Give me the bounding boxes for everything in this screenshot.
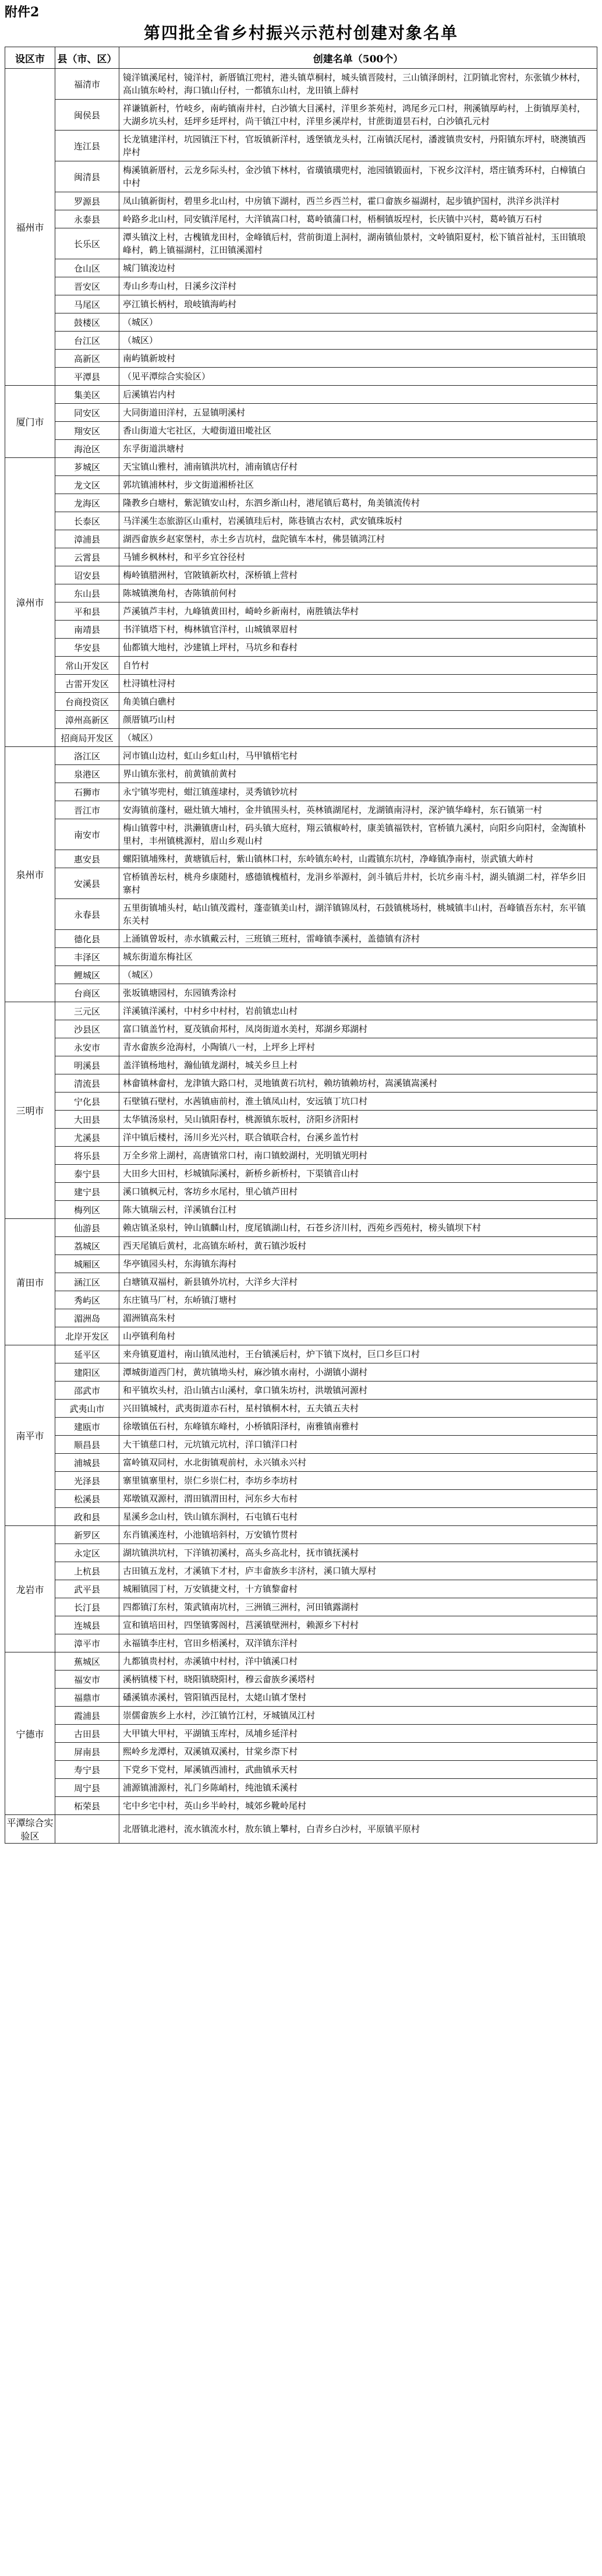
table-row <box>5 1634 597 1652</box>
county-cell: 顺昌县 <box>55 1436 119 1454</box>
county-cell: 荔城区 <box>55 1237 119 1255</box>
villages-cell: 马洋溪生态旅游区山重村，岩溪镇珪后村，陈巷镇古农村，武安镇珠坂村 <box>119 512 597 530</box>
table-row <box>5 801 597 819</box>
county-cell: 永安市 <box>55 1038 119 1056</box>
county-cell: 常山开发区 <box>55 657 119 675</box>
county-cell: 光泽县 <box>55 1472 119 1490</box>
county-cell: 大田县 <box>55 1111 119 1129</box>
villages-cell: 城东街道东梅社区 <box>119 948 597 966</box>
villages-cell: 界山镇东张村，前黄镇前黄村 <box>119 765 597 783</box>
table-body <box>5 69 597 1844</box>
table-row <box>5 386 597 404</box>
county-cell: 涵江区 <box>55 1273 119 1291</box>
table-row <box>5 1815 597 1844</box>
table-row <box>5 1183 597 1201</box>
table-row <box>5 512 597 530</box>
villages-cell: 磻溪镇赤溪村，管阳镇西昆村，太姥山镇才堡村 <box>119 1689 597 1707</box>
county-cell: 清流县 <box>55 1074 119 1093</box>
villages-cell: 湄洲镇高朱村 <box>119 1309 597 1327</box>
county-cell: 沙县区 <box>55 1020 119 1038</box>
header-villages: 创建名单（500个） <box>119 47 597 69</box>
county-cell: 南安市 <box>55 819 119 850</box>
villages-cell: （城区） <box>119 332 597 350</box>
table-row <box>5 1129 597 1147</box>
county-cell: 海沧区 <box>55 440 119 458</box>
table-row <box>5 868 597 899</box>
villages-cell: 熙岭乡龙潭村，双溪镇双溪村，甘棠乡漈下村 <box>119 1743 597 1761</box>
county-cell: 政和县 <box>55 1508 119 1526</box>
villages-cell: 崇儒畲族乡上水村，沙江镇竹江村，牙城镇凤江村 <box>119 1707 597 1725</box>
villages-cell: 富口镇盖竹村，夏茂镇俞邦村，凤岗街道水美村，郑湖乡郑湖村 <box>119 1020 597 1038</box>
county-cell: 明溪县 <box>55 1056 119 1074</box>
table-row <box>5 765 597 783</box>
county-cell: 平和县 <box>55 602 119 621</box>
table-row <box>5 1436 597 1454</box>
villages-cell: 长龙镇建洋村，坑园镇汪下村，官坂镇新洋村，透堡镇龙头村，江南镇沃尾村，潘渡镇贵安村，丹阳镇东坪村，晓澳镇西岸村 <box>119 131 597 161</box>
villages-cell: 角美镇白礁村 <box>119 693 597 711</box>
county-cell: 罗源县 <box>55 192 119 210</box>
county-cell: 南靖县 <box>55 621 119 639</box>
table-row <box>5 1309 597 1327</box>
villages-cell: 陈大镇瑞云村，洋溪镇台江村 <box>119 1201 597 1219</box>
table-row <box>5 210 597 228</box>
table-row <box>5 566 597 584</box>
table-row <box>5 711 597 729</box>
county-cell: 三元区 <box>55 1002 119 1020</box>
table-row <box>5 1598 597 1616</box>
villages-cell: 梅山镇蓉中村，洪濑镇唐山村，码头镇大庭村，翔云镇椒岭村，康美镇福铁村，官桥镇九溪村，向阳乡向阳村，金淘镇朴里村，丰州镇桃源村，眉山乡观山村 <box>119 819 597 850</box>
table-row <box>5 1165 597 1183</box>
county-cell: 寿宁县 <box>55 1761 119 1779</box>
villages-cell: 石壁镇石壁村，水茜镇庙前村，淮土镇凤山村，安远镇丁坑口村 <box>119 1093 597 1111</box>
table-row <box>5 1526 597 1544</box>
villages-cell: 浦源镇浦源村，礼门乡陈峭村，纯池镇禾溪村 <box>119 1779 597 1797</box>
county-cell: 永春县 <box>55 899 119 930</box>
table-row <box>5 332 597 350</box>
table-row <box>5 1363 597 1382</box>
county-cell: 华安县 <box>55 639 119 657</box>
county-cell: 松溪县 <box>55 1490 119 1508</box>
table-row <box>5 1219 597 1237</box>
county-cell: 建阳区 <box>55 1363 119 1382</box>
table-row <box>5 69 597 100</box>
table-row <box>5 1707 597 1725</box>
county-cell: 漳平市 <box>55 1634 119 1652</box>
table-row <box>5 1255 597 1273</box>
table-row <box>5 1580 597 1598</box>
villages-cell: 来舟镇夏道村，南山镇凤池村，王台镇溪后村，炉下镇下岚村，巨口乡巨口村 <box>119 1345 597 1363</box>
villages-cell: 青水畲族乡沧海村，小陶镇八一村，上坪乡上坪村 <box>119 1038 597 1056</box>
villages-cell: 山亭镇利角村 <box>119 1327 597 1345</box>
villages-cell: 华亭镇园头村，东海镇东海村 <box>119 1255 597 1273</box>
villages-cell: 洋中镇后楼村，汤川乡光兴村，联合镇联合村，台溪乡盖竹村 <box>119 1129 597 1147</box>
villages-cell: 溪柄镇楼下村，晓阳镇晓阳村，穆云畲族乡溪塔村 <box>119 1671 597 1689</box>
table-row <box>5 259 597 277</box>
villages-cell: 南屿镇新坡村 <box>119 350 597 368</box>
table-row <box>5 1418 597 1436</box>
villages-cell: 天宝镇山雅村，浦南镇洪坑村，浦南镇店仔村 <box>119 458 597 476</box>
county-cell: 新罗区 <box>55 1526 119 1544</box>
city-cell: 莆田市 <box>5 1219 55 1345</box>
table-row <box>5 1056 597 1074</box>
table-row <box>5 1490 597 1508</box>
county-cell: 武夷山市 <box>55 1400 119 1418</box>
county-cell: 集美区 <box>55 386 119 404</box>
villages-cell: 富岭镇双同村，水北街镇观前村，永兴镇永兴村 <box>119 1454 597 1472</box>
table-row <box>5 530 597 548</box>
villages-cell: 安海镇前蓬村，磁灶镇大埔村，金井镇围头村，英林镇湖尾村，龙湖镇南浔村，深沪镇华峰村，东石镇第一村 <box>119 801 597 819</box>
county-cell: 延平区 <box>55 1345 119 1363</box>
county-cell: 尤溪县 <box>55 1129 119 1147</box>
villages-cell: 凤山镇新街村，碧里乡北山村，中房镇下湖村，西兰乡西兰村，霍口畲族乡福湖村，起步镇护国村，洪洋乡洪洋村 <box>119 192 597 210</box>
villages-cell: 宅中乡宅中村，英山乡半岭村，城郊乡靴岭尾村 <box>119 1797 597 1815</box>
table-row <box>5 984 597 1002</box>
villages-cell: 颜厝镇巧山村 <box>119 711 597 729</box>
table-row <box>5 1544 597 1562</box>
villages-cell: 城厢镇园丁村，万安镇捷文村，十方镇黎畲村 <box>119 1580 597 1598</box>
county-cell: 福清市 <box>55 69 119 100</box>
table-row <box>5 161 597 192</box>
table-row <box>5 277 597 295</box>
table-row <box>5 1797 597 1815</box>
villages-cell: 马铺乡枫林村，和平乡宜谷径村 <box>119 548 597 566</box>
city-cell: 漳州市 <box>5 458 55 747</box>
villages-cell: 古田镇五龙村，才溪镇下才村，庐丰畲族乡丰济村，溪口镇大厚村 <box>119 1562 597 1580</box>
county-cell: 翔安区 <box>55 422 119 440</box>
villages-cell: 大干镇慈口村，元坑镇元坑村，洋口镇洋口村 <box>119 1436 597 1454</box>
county-cell: 武平县 <box>55 1580 119 1598</box>
villages-cell: 东庄镇马厂村，东峤镇汀塘村 <box>119 1291 597 1309</box>
villages-cell: 梅溪镇新厝村，云龙乡际头村，金沙镇下林村，省璜镇璜兜村，池园镇锻面村，下祝乡汶洋村，塔庄镇秀环村，白樟镇白中村 <box>119 161 597 192</box>
table-row <box>5 584 597 602</box>
county-cell: 建瓯市 <box>55 1418 119 1436</box>
county-cell: 漳浦县 <box>55 530 119 548</box>
table-row <box>5 948 597 966</box>
villages-cell: 河市镇山边村，虹山乡虹山村，马甲镇梧宅村 <box>119 747 597 765</box>
villages-cell: 潭头镇汶上村，古槐镇龙田村，金峰镇后村，营前街道上洞村，湖南镇仙景村，文岭镇阳夏村，松下镇首祉村，玉田镇琅峰村，鹤上镇福湖村，江田镇溪湄村 <box>119 228 597 259</box>
table-row <box>5 1111 597 1129</box>
county-cell: 邵武市 <box>55 1382 119 1400</box>
county-cell: 安溪县 <box>55 868 119 899</box>
table-row <box>5 693 597 711</box>
table-row <box>5 1743 597 1761</box>
villages-cell: 白塘镇双福村，新县镇外坑村，大洋乡大洋村 <box>119 1273 597 1291</box>
county-cell: 丰泽区 <box>55 948 119 966</box>
county-cell: 鼓楼区 <box>55 313 119 332</box>
villages-cell: 和平镇坎头村，沿山镇古山溪村，拿口镇朱坊村，洪墩镇河源村 <box>119 1382 597 1400</box>
villages-cell: （城区） <box>119 729 597 747</box>
county-cell: 台商区 <box>55 984 119 1002</box>
county-cell: 高新区 <box>55 350 119 368</box>
county-cell: 马尾区 <box>55 295 119 313</box>
villages-cell: 香山街道大宅社区，大嶝街道田墘社区 <box>119 422 597 440</box>
county-cell: 招商局开发区 <box>55 729 119 747</box>
county-cell: 芗城区 <box>55 458 119 476</box>
county-cell: 将乐县 <box>55 1147 119 1165</box>
attachment-label: 附件2 <box>5 5 40 20</box>
table-row <box>5 930 597 948</box>
city-cell: 南平市 <box>5 1345 55 1526</box>
villages-cell: 赖店镇圣泉村，钟山镇麟山村，度尾镇湖山村，石苍乡济川村，西苑乡西苑村，榜头镇坝下村 <box>119 1219 597 1237</box>
table-row <box>5 404 597 422</box>
county-cell: 屏南县 <box>55 1743 119 1761</box>
villages-cell: 兴田镇城村，武夷街道赤石村，星村镇桐木村，五夫镇五夫村 <box>119 1400 597 1418</box>
county-cell: 漳州高新区 <box>55 711 119 729</box>
villages-cell: 永宁镇岑兜村，蚶江镇莲埭村，灵秀镇钞坑村 <box>119 783 597 801</box>
table-row <box>5 1147 597 1165</box>
villages-cell: 潭城街道西门村，黄坑镇坳头村，麻沙镇水南村，小湖镇小湖村 <box>119 1363 597 1382</box>
table-row <box>5 100 597 131</box>
villages-cell: 四都镇汀东村，策武镇南坑村，三洲镇三洲村，河田镇露湖村 <box>119 1598 597 1616</box>
villages-cell: （见平潭综合实验区） <box>119 368 597 386</box>
villages-cell: 螺阳镇埔殊村，黄塘镇后村，紫山镇林口村，东岭镇东岭村，山霞镇东坑村，净峰镇净南村，崇武镇大岞村 <box>119 850 597 868</box>
villages-cell: 杜浔镇杜浔村 <box>119 675 597 693</box>
county-cell: 鲤城区 <box>55 966 119 984</box>
table-row <box>5 602 597 621</box>
villages-cell: 亭江镇长柄村，琅岐镇海屿村 <box>119 295 597 313</box>
county-cell: 长乐区 <box>55 228 119 259</box>
villages-cell: 东孚街道洪塘村 <box>119 440 597 458</box>
table-row <box>5 1237 597 1255</box>
city-cell: 龙岩市 <box>5 1526 55 1652</box>
county-cell: 闽清县 <box>55 161 119 192</box>
villages-cell: 大同街道田洋村，五显镇明溪村 <box>119 404 597 422</box>
table-row <box>5 313 597 332</box>
table-row <box>5 1472 597 1490</box>
villages-cell: 岭路乡北山村，同安镇洋尾村，大洋镇嵩口村，葛岭镇蒲口村，梧桐镇坂埕村，长庆镇中兴村，葛岭镇万石村 <box>119 210 597 228</box>
villages-cell: 梅岭镇腊洲村，官陂镇新坎村，深桥镇上营村 <box>119 566 597 584</box>
villages-cell: 盖洋镇杨地村，瀚仙镇龙湖村，城关乡旦上村 <box>119 1056 597 1074</box>
county-cell: 福安市 <box>55 1671 119 1689</box>
county-cell: 长泰区 <box>55 512 119 530</box>
table-row <box>5 1616 597 1634</box>
city-cell: 宁德市 <box>5 1652 55 1815</box>
table-row <box>5 1761 597 1779</box>
villages-cell: 宣和镇培田村，四堡镇雾阁村，莒溪镇壁洲村，赖源乡下村村 <box>119 1616 597 1634</box>
table-row <box>5 747 597 765</box>
villages-cell: 西天尾镇后黄村，北高镇东峤村，黄石镇沙坂村 <box>119 1237 597 1255</box>
table-row <box>5 1671 597 1689</box>
table-row <box>5 1074 597 1093</box>
table-row <box>5 422 597 440</box>
villages-cell: 林畲镇林畲村，龙津镇大路口村，灵地镇黄石坑村，赖坊镇赖坊村，嵩溪镇嵩溪村 <box>119 1074 597 1093</box>
county-cell: 晋安区 <box>55 277 119 295</box>
villages-cell: 上涌镇曾坂村，赤水镇戴云村，三班镇三班村，雷峰镇李溪村，盖德镇有济村 <box>119 930 597 948</box>
county-cell: 永定区 <box>55 1544 119 1562</box>
villages-cell: 寨里镇寨里村，崇仁乡崇仁村，李坊乡李坊村 <box>119 1472 597 1490</box>
villages-cell: 芦溪镇芦丰村，九峰镇黄田村，崎岭乡新南村，南胜镇法华村 <box>119 602 597 621</box>
county-cell: 柘荣县 <box>55 1797 119 1815</box>
city-cell: 厦门市 <box>5 386 55 458</box>
county-cell: 东山县 <box>55 584 119 602</box>
county-cell: 台商投资区 <box>55 693 119 711</box>
villages-cell: 九都镇贵村村，赤溪镇中村村，洋中镇溪口村 <box>119 1652 597 1671</box>
table-row <box>5 1562 597 1580</box>
villages-cell: 陈城镇澳角村，杏陈镇前何村 <box>119 584 597 602</box>
county-cell <box>55 1815 119 1844</box>
villages-cell: 自竹村 <box>119 657 597 675</box>
table-row <box>5 1689 597 1707</box>
county-cell: 惠安县 <box>55 850 119 868</box>
county-cell: 永泰县 <box>55 210 119 228</box>
villages-cell: 张坂镇塘园村，东园镇秀涂村 <box>119 984 597 1002</box>
county-cell: 连江县 <box>55 131 119 161</box>
county-cell: 秀屿区 <box>55 1291 119 1309</box>
table-row <box>5 783 597 801</box>
county-cell: 浦城县 <box>55 1454 119 1472</box>
table-row <box>5 458 597 476</box>
table-row <box>5 621 597 639</box>
villages-cell: 仙都镇大地村，沙建镇上坪村，马坑乡和春村 <box>119 639 597 657</box>
table-row <box>5 228 597 259</box>
villages-cell: 镜洋镇溪尾村，镜洋村，新厝镇江兜村，港头镇草桐村，城头镇晋陵村，三山镇泽朗村，江阴镇北窖村，东张镇少林村，高山镇东岭村，海口镇山仔村，一都镇东山村，龙田镇上薛村 <box>119 69 597 100</box>
villages-cell: 北厝镇北港村，流水镇流水村，敖东镇上攀村，白青乡白沙村，平原镇平原村 <box>119 1815 597 1844</box>
villages-cell: 星溪乡念山村，铁山镇东涧村，石屯镇石屯村 <box>119 1508 597 1526</box>
villages-cell: 郭坑镇浦林村，步文街道湘桥社区 <box>119 476 597 494</box>
villages-cell: 隆教乡白塘村，紫泥镇安山村，东泗乡渐山村，港尾镇后葛村，角美镇流传村 <box>119 494 597 512</box>
table-row <box>5 350 597 368</box>
county-cell: 建宁县 <box>55 1183 119 1201</box>
county-cell: 福鼎市 <box>55 1689 119 1707</box>
county-cell: 云霄县 <box>55 548 119 566</box>
county-cell: 闽侯县 <box>55 100 119 131</box>
villages-cell: 下党乡下党村，犀溪镇西浦村，武曲镇承天村 <box>119 1761 597 1779</box>
table-row <box>5 131 597 161</box>
table-row <box>5 192 597 210</box>
table-row <box>5 494 597 512</box>
villages-cell: 五里街镇埔头村，岵山镇茂霞村，蓬壶镇美山村，湖洋镇锦凤村，石鼓镇桃场村，桃城镇丰山村，吾峰镇吾东村，东平镇东关村 <box>119 899 597 930</box>
table-row <box>5 1291 597 1309</box>
villages-cell: 郑墩镇双源村，渭田镇渭田村，河东乡大布村 <box>119 1490 597 1508</box>
villages-cell: 城门镇浚边村 <box>119 259 597 277</box>
villages-cell: 祥谦镇新村，竹岐乡，南屿镇南井村，白沙镇大目溪村，洋里乡茶苑村，鸿尾乡元口村，荆溪镇厚屿村，上街镇厚美村，大湖乡坑头村，廷坪乡廷坪村，尚干镇江中村，洋里乡溪岸村，甘蔗街道昙石村，白沙镇孔元村 <box>119 100 597 131</box>
table-row <box>5 1038 597 1056</box>
county-cell: 德化县 <box>55 930 119 948</box>
table-row <box>5 657 597 675</box>
county-cell: 古雷开发区 <box>55 675 119 693</box>
villages-cell: 后溪镇岩内村 <box>119 386 597 404</box>
village-roster-table <box>5 47 597 1844</box>
table-row <box>5 1454 597 1472</box>
county-cell: 梅列区 <box>55 1201 119 1219</box>
table-header-row <box>5 47 597 69</box>
villages-cell: 官桥镇善坛村，桃舟乡康随村，感德镇槐植村，龙涓乡举源村，剑斗镇后井村，长坑乡南斗村，湖头镇湖二村，祥华乡旧寨村 <box>119 868 597 899</box>
table-row <box>5 1508 597 1526</box>
county-cell: 仙游县 <box>55 1219 119 1237</box>
table-row <box>5 1002 597 1020</box>
county-cell: 霞浦县 <box>55 1707 119 1725</box>
villages-cell: 东肖镇溪连村，小池镇培斜村，万安镇竹贯村 <box>119 1526 597 1544</box>
county-cell: 仓山区 <box>55 259 119 277</box>
villages-cell: 万全乡常上湖村，高唐镇常口村，南口镇蛟湖村，光明镇光明村 <box>119 1147 597 1165</box>
table-row <box>5 548 597 566</box>
villages-cell: 寿山乡寿山村，日溪乡汶洋村 <box>119 277 597 295</box>
header-city: 设区市 <box>5 47 55 69</box>
city-cell: 平潭综合实验区 <box>5 1815 55 1844</box>
city-cell: 泉州市 <box>5 747 55 1002</box>
county-cell: 诏安县 <box>55 566 119 584</box>
villages-cell: （城区） <box>119 313 597 332</box>
table-row <box>5 1345 597 1363</box>
table-row <box>5 850 597 868</box>
county-cell: 洛江区 <box>55 747 119 765</box>
county-cell: 上杭县 <box>55 1562 119 1580</box>
county-cell: 泉港区 <box>55 765 119 783</box>
table-row <box>5 368 597 386</box>
county-cell: 长汀县 <box>55 1598 119 1616</box>
document-title: 第四批全省乡村振兴示范村创建对象名单 <box>143 23 458 43</box>
county-cell: 古田县 <box>55 1725 119 1743</box>
villages-cell: 湖西畲族乡赵家堡村，赤土乡吉坑村，盘陀镇车本村，佛昙镇鸿江村 <box>119 530 597 548</box>
villages-cell: 湖坑镇洪坑村，下洋镇初溪村，高头乡高北村，抚市镇抚溪村 <box>119 1544 597 1562</box>
villages-cell: 徐墩镇伍石村，东峰镇东峰村，小桥镇阳泽村，南雅镇南雅村 <box>119 1418 597 1436</box>
table-row <box>5 440 597 458</box>
table-row <box>5 675 597 693</box>
table-row <box>5 295 597 313</box>
villages-cell: 太华镇汤泉村，吴山镇阳春村，桃源镇东坂村，济阳乡济阳村 <box>119 1111 597 1129</box>
county-cell: 湄洲岛 <box>55 1309 119 1327</box>
table-row <box>5 1327 597 1345</box>
header-county: 县（市、区） <box>55 47 119 69</box>
county-cell: 同安区 <box>55 404 119 422</box>
county-cell: 连城县 <box>55 1616 119 1634</box>
villages-cell: 大田乡大田村，杉城镇际溪村，新桥乡新桥村，下渠镇音山村 <box>119 1165 597 1183</box>
table-row <box>5 899 597 930</box>
table-row <box>5 1400 597 1418</box>
county-cell: 石狮市 <box>55 783 119 801</box>
county-cell: 宁化县 <box>55 1093 119 1111</box>
county-cell: 龙文区 <box>55 476 119 494</box>
villages-cell: 溪口镇枫元村，客坊乡水尾村，里心镇芦田村 <box>119 1183 597 1201</box>
table-row <box>5 1652 597 1671</box>
table-row <box>5 729 597 747</box>
county-cell: 晋江市 <box>55 801 119 819</box>
villages-cell: （城区） <box>119 966 597 984</box>
villages-cell: 书洋镇塔下村，梅林镇官洋村，山城镇翠眉村 <box>119 621 597 639</box>
table-row <box>5 476 597 494</box>
table-row <box>5 1725 597 1743</box>
table-row <box>5 1382 597 1400</box>
county-cell: 平潭县 <box>55 368 119 386</box>
table-row <box>5 1093 597 1111</box>
city-cell: 三明市 <box>5 1002 55 1219</box>
county-cell: 北岸开发区 <box>55 1327 119 1345</box>
table-row <box>5 1201 597 1219</box>
county-cell: 龙海区 <box>55 494 119 512</box>
villages-cell: 洋溪镇洋溪村，中村乡中村村，岩前镇忠山村 <box>119 1002 597 1020</box>
table-row <box>5 1020 597 1038</box>
table-row <box>5 819 597 850</box>
county-cell: 台江区 <box>55 332 119 350</box>
table-row <box>5 1273 597 1291</box>
table-row <box>5 966 597 984</box>
city-cell: 福州市 <box>5 69 55 386</box>
county-cell: 泰宁县 <box>55 1165 119 1183</box>
table-row <box>5 1779 597 1797</box>
county-cell: 城厢区 <box>55 1255 119 1273</box>
table-row <box>5 639 597 657</box>
villages-cell: 大甲镇大甲村，平湖镇玉库村，凤埔乡延洋村 <box>119 1725 597 1743</box>
villages-cell: 永福镇李庄村，官田乡梧溪村，双洋镇东洋村 <box>119 1634 597 1652</box>
county-cell: 蕉城区 <box>55 1652 119 1671</box>
county-cell: 周宁县 <box>55 1779 119 1797</box>
